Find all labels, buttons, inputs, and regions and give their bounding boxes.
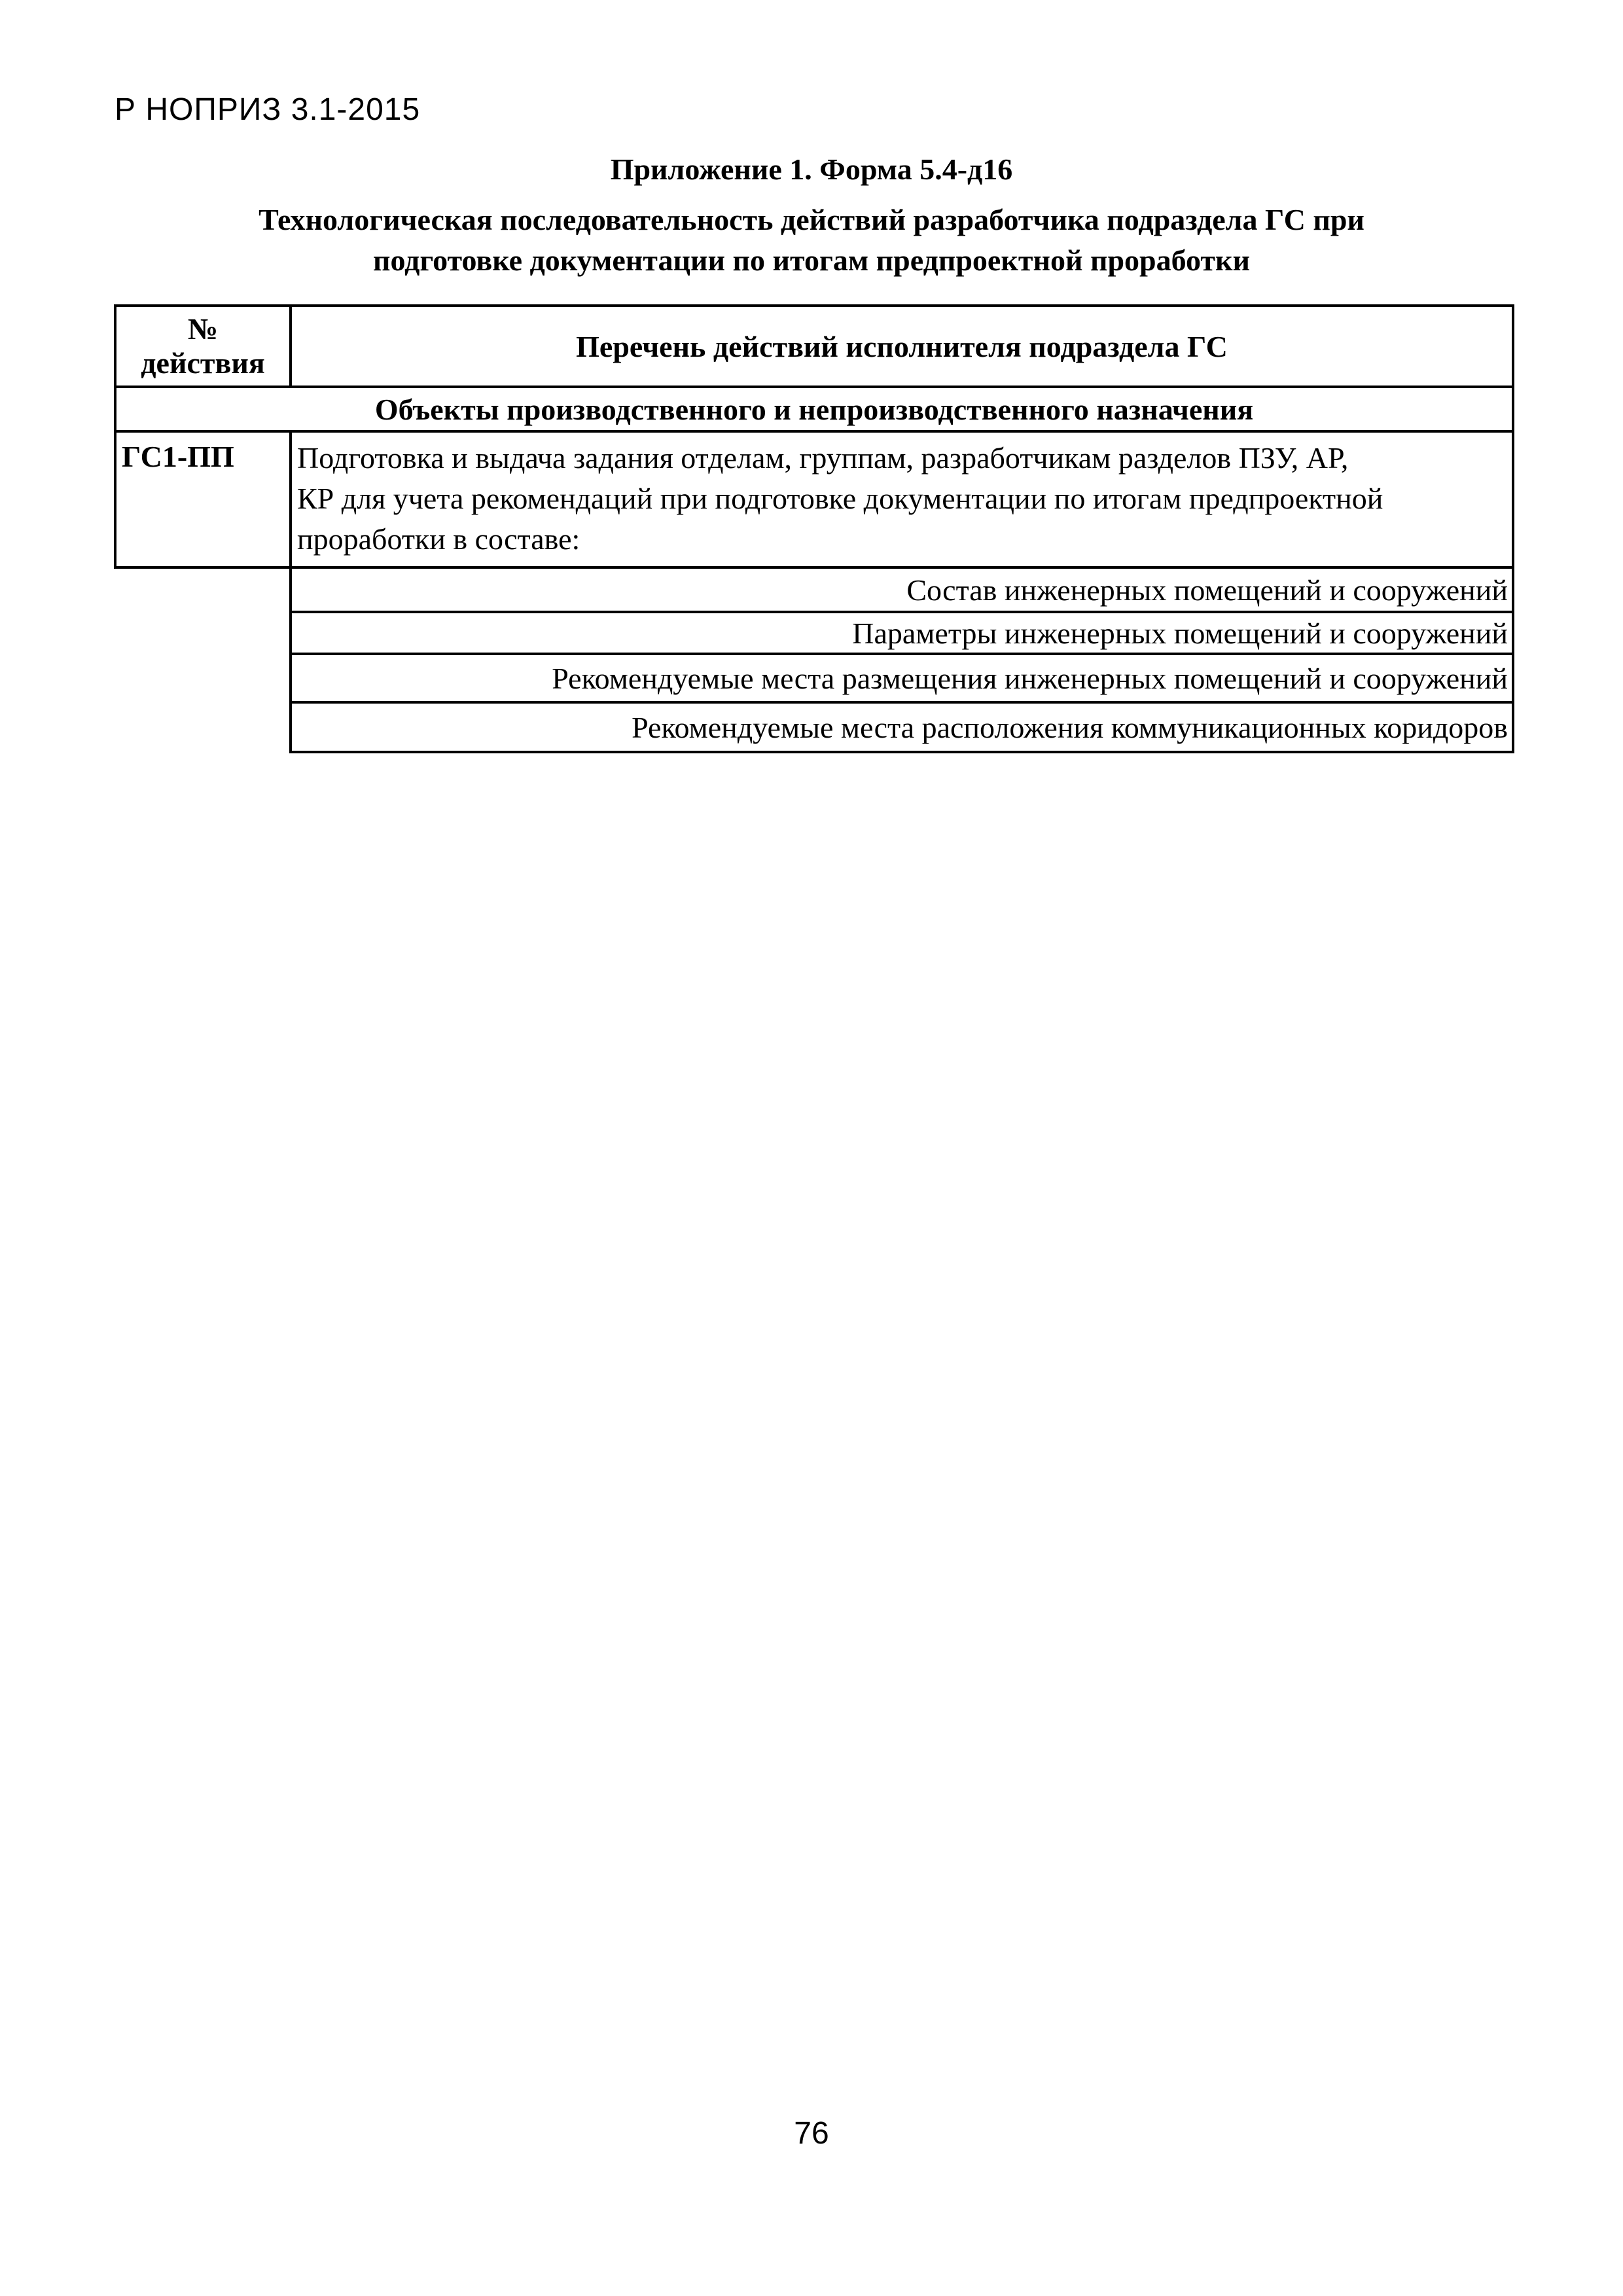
action-text-line: КР для учета рекомендаций при подготовке документации по итогам предпроектной xyxy=(297,482,1383,515)
page-number: 76 xyxy=(794,2116,829,2151)
sub-item-row: Рекомендуемые места расположения коммуникационных коридоров xyxy=(289,701,1514,753)
appendix-title: Приложение 1. Форма 5.4-д16 xyxy=(610,152,1013,186)
action-text-line: Подготовка и выдача задания отделам, группам, разработчикам разделов ПЗУ, АР, xyxy=(297,441,1349,475)
sub-item-row: Параметры инженерных помещений и сооружений xyxy=(289,611,1514,655)
header-number-label: действия xyxy=(141,346,265,380)
action-text-line: проработки в составе: xyxy=(297,522,580,556)
header-action-list: Перечень действий исполнителя подраздела ГС xyxy=(289,304,1514,388)
header-number-sign: № xyxy=(187,312,219,346)
header-action-number xyxy=(114,304,292,388)
sub-item-row: Состав инженерных помещений и сооружений xyxy=(289,566,1514,613)
form-title-line-2: подготовке документации по итогам предпроектной проработки xyxy=(372,243,1251,277)
document-code: Р НОПРИЗ 3.1-2015 xyxy=(115,92,421,127)
form-title-line-1: Технологическая последовательность действий разработчика подраздела ГС при xyxy=(259,203,1364,236)
action-description-cell xyxy=(289,430,1514,569)
sub-item-row: Рекомендуемые места размещения инженерных помещений и сооружений xyxy=(289,653,1514,704)
action-code-cell: ГС1-ПП xyxy=(114,430,292,569)
section-row: Объекты производственного и непроизводственного назначения xyxy=(114,386,1514,433)
form-title xyxy=(157,200,1466,281)
